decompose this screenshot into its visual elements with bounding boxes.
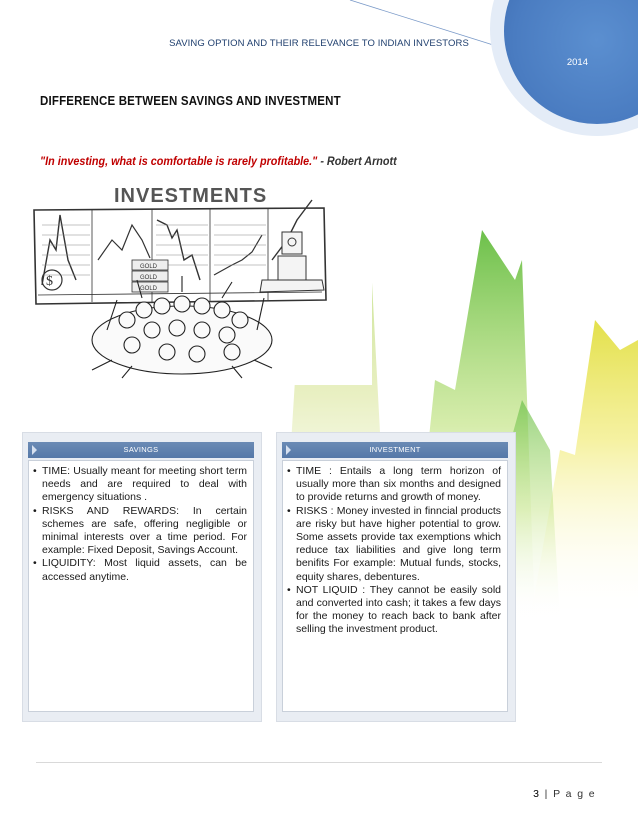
list-item: • TIME : Entails a long term horizon of usually more than six months and designed to provide returns and growth of money. bbox=[287, 465, 501, 505]
investment-panel-header bbox=[282, 442, 508, 458]
illustration-heading: INVESTMENTS bbox=[114, 185, 268, 207]
chevron-right-icon bbox=[32, 445, 37, 455]
list-item: • TIME: Usually meant for meeting short term needs and are required to deal with emergency situations . bbox=[33, 465, 247, 505]
list-item: • LIQUIDITY: Most liquid assets, can be accessed anytime. bbox=[33, 557, 247, 583]
page-label: | P a g e bbox=[540, 788, 596, 800]
gold-label-3: GOLD bbox=[140, 286, 158, 292]
savings-panel bbox=[22, 432, 262, 722]
quote-line bbox=[40, 154, 397, 168]
investment-panel bbox=[276, 432, 516, 722]
investments-cartoon-illustration bbox=[32, 180, 372, 385]
list-item: • RISKS AND REWARDS: In certain schemes are safe, offering negligible or minimal interests over a time period. For example: Fixed Deposit, Savings Account. bbox=[33, 505, 247, 558]
investment-list bbox=[287, 465, 501, 637]
page-number: 3 bbox=[533, 788, 541, 800]
list-item: • NOT LIQUID : They cannot be easily sold and converted into cash; it takes a few days for the money to reach back to bank after selling the investment product. bbox=[287, 584, 501, 637]
savings-panel-body bbox=[28, 460, 254, 712]
page-footer bbox=[533, 788, 596, 800]
chevron-right-icon bbox=[286, 445, 291, 455]
gold-bars bbox=[132, 260, 168, 292]
running-header-title: SAVING OPTION AND THEIR RELEVANCE TO INDIAN INVESTORS bbox=[169, 38, 469, 49]
footer-divider bbox=[36, 762, 602, 763]
savings-heading: SAVINGS bbox=[123, 445, 159, 454]
investment-heading: INVESTMENT bbox=[369, 445, 421, 454]
gold-label-1: GOLD bbox=[140, 264, 158, 270]
investment-panel-body bbox=[282, 460, 508, 712]
year-label: 2014 bbox=[566, 57, 588, 68]
quote-text: "In investing, what is comfortable is rarely profitable." bbox=[40, 154, 318, 168]
savings-panel-header bbox=[28, 442, 254, 458]
quote-author: - Robert Arnott bbox=[317, 154, 397, 168]
savings-list bbox=[33, 465, 247, 584]
list-item: • RISKS : Money invested in finncial products are risky but have higher potential to grow. Some assets provide tax exemptions which reduce tax liabilities and give long term benifits For example: Mutual funds, stocks, equity shares, debentures. bbox=[287, 505, 501, 584]
section-title: DIFFERENCE BETWEEN SAVINGS AND INVESTMENT bbox=[40, 94, 341, 108]
gold-label-2: GOLD bbox=[140, 275, 158, 281]
svg-text:$: $ bbox=[46, 274, 53, 289]
